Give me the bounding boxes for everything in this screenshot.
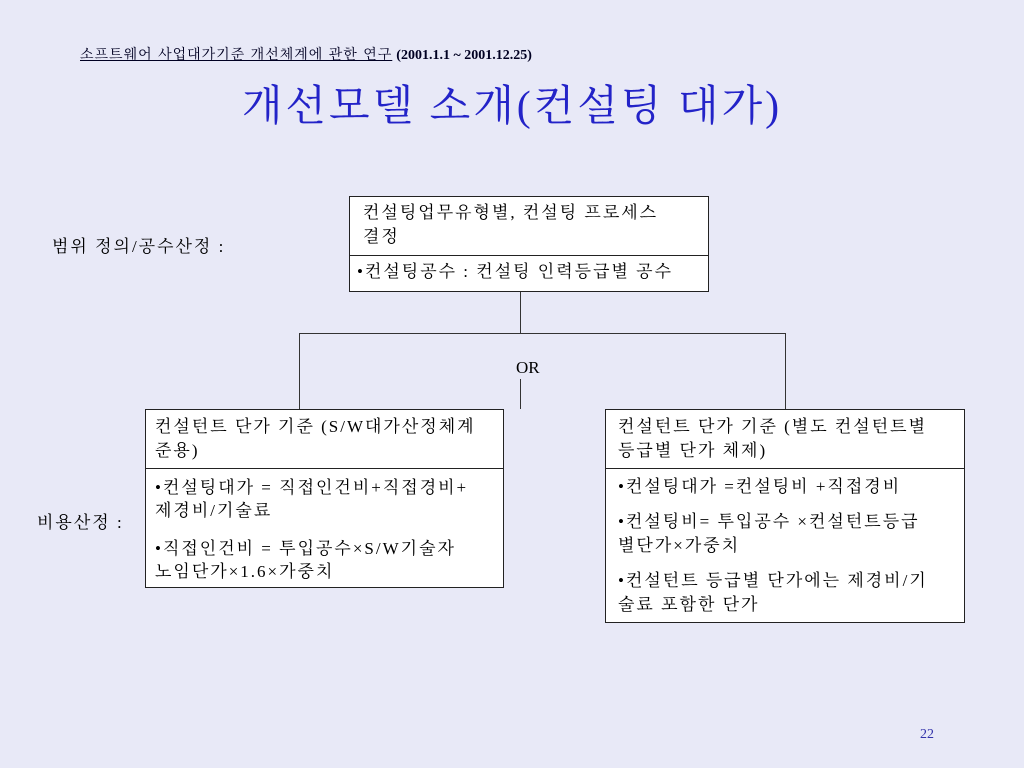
scope-box-header <box>350 197 708 256</box>
option-b-bullet <box>618 475 964 499</box>
connector-branch-bar <box>299 333 786 334</box>
scope-box-header-line: 컨설팅업무유형별, 컨설팅 프로세스 <box>363 203 659 222</box>
connector-center-divider <box>520 379 521 409</box>
option-a-header <box>146 410 503 469</box>
bullet-line: 제경비/기술료 <box>155 501 273 520</box>
scope-box-header-line: 결정 <box>363 227 400 246</box>
option-b-bullet <box>618 569 964 617</box>
connector-trunk <box>520 292 521 333</box>
bullet-line: •직접인건비 = 투입공수×S/W기술자 <box>155 539 456 558</box>
option-b-bullet <box>618 510 964 558</box>
option-a-box <box>145 409 504 588</box>
project-title: 소프트웨어 사업대가기준 개선체계에 관한 연구 <box>80 47 393 63</box>
bullet-line: 노임단가×1.6×가중치 <box>155 562 335 581</box>
connector-left-branch <box>299 333 300 409</box>
option-a-bullet <box>155 476 503 522</box>
slide-header <box>80 46 532 65</box>
bullet-line: •컨설팅대가 =컨설팅비 +직접경비 <box>618 477 902 496</box>
project-period: (2001.1.1 ~ 2001.12.25) <box>396 48 532 63</box>
option-a-body <box>146 469 503 583</box>
scope-estimation-label: 범위 정의/공수산정 : <box>52 237 226 256</box>
page-number: 22 <box>920 727 934 742</box>
option-b-body <box>606 469 964 617</box>
connector-right-branch <box>785 333 786 409</box>
option-b-header-line: 등급별 단가 체제) <box>618 441 768 460</box>
bullet-line: 술료 포함한 단가 <box>618 595 760 614</box>
option-a-header-line: 준용) <box>155 441 200 460</box>
option-a-header-line: 컨설턴트 단가 기준 (S/W대가산정체계 <box>155 417 476 436</box>
or-label: OR <box>516 358 540 377</box>
bullet-line: •컨설턴트 등급별 단가에는 제경비/기 <box>618 571 928 590</box>
option-b-box <box>605 409 965 623</box>
bullet-line: •컨설팅비= 투입공수 ×컨설턴트등급 <box>618 512 920 531</box>
bullet-line: •컨설팅대가 = 직접인건비+직접경비+ <box>155 478 469 497</box>
scope-box-body-line: •컨설팅공수 : 컨설팅 인력등급별 공수 <box>357 262 674 281</box>
slide-title: 개선모델 소개(컨설팅 대가) <box>241 84 783 130</box>
bullet-line: 별단가×가중치 <box>618 536 741 555</box>
option-b-header-line: 컨설턴트 단가 기준 (별도 컨설턴트별 <box>618 417 927 436</box>
scope-box-body <box>350 256 708 284</box>
option-a-bullet <box>155 537 503 583</box>
option-b-header <box>606 410 964 469</box>
scope-box <box>349 196 709 292</box>
cost-estimation-label: 비용산정 : <box>37 513 124 532</box>
